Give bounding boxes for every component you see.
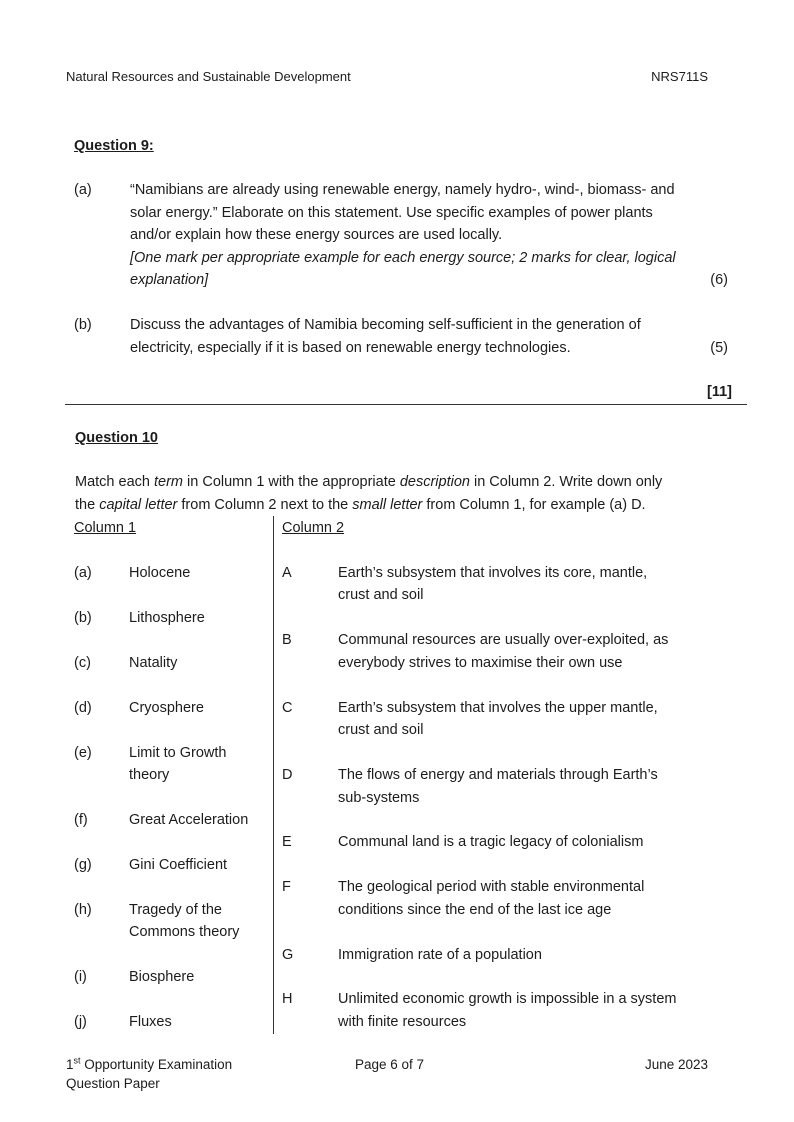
term-biosphere: Biosphere	[129, 969, 195, 985]
term-letter-f: (f)	[74, 812, 88, 828]
desc-letter-a: A	[282, 565, 292, 581]
term-letter-i: (i)	[74, 969, 87, 985]
q9a-line-3: and/or explain how these energy sources are used locally.	[130, 227, 503, 243]
desc-b-line-2: everybody strives to maximise their own use	[338, 655, 623, 671]
q10-instructions-line-2: the capital letter from Column 2 next to the small letter from Column 1, for example (a) D.	[75, 497, 646, 513]
q9b-marks: (5)	[710, 340, 728, 356]
term-natality: Natality	[129, 655, 178, 671]
desc-b-line-1: Communal resources are usually over-exploited, as	[338, 632, 669, 648]
desc-f-line-1: The geological period with stable environmental	[338, 879, 645, 895]
column-2-header: Column 2	[282, 520, 345, 536]
desc-c-line-1: Earth’s subsystem that involves the upper mantle,	[338, 700, 658, 716]
term-letter-b: (b)	[74, 610, 92, 626]
column-divider	[273, 516, 274, 1034]
q9b-line-1: Discuss the advantages of Namibia becoming self-sufficient in the generation of	[130, 317, 641, 333]
q9a-marks: (6)	[710, 272, 728, 288]
desc-h-line-1: Unlimited economic growth is impossible in a system	[338, 991, 677, 1007]
term-letter-c: (c)	[74, 655, 91, 671]
section-divider	[65, 404, 747, 405]
desc-c-line-2: crust and soil	[338, 722, 424, 738]
desc-g-line-1: Immigration rate of a population	[338, 947, 542, 963]
desc-letter-e: E	[282, 834, 292, 850]
desc-f-line-2: conditions since the end of the last ice age	[338, 902, 612, 918]
desc-d-line-1: The flows of energy and materials through Earth’s	[338, 767, 658, 783]
desc-letter-d: D	[282, 767, 293, 783]
desc-letter-f: F	[282, 879, 291, 895]
q9-total: [11]	[707, 384, 732, 400]
question-10-title: Question 10	[75, 430, 158, 446]
term-cryosphere: Cryosphere	[129, 700, 204, 716]
term-limit-to-growth-line-1: Limit to Growth	[129, 745, 227, 761]
term-letter-e: (e)	[74, 745, 92, 761]
term-letter-j: (j)	[74, 1014, 87, 1030]
footer-date: June 2023	[644, 1057, 708, 1072]
desc-letter-b: B	[282, 632, 292, 648]
column-1-header: Column 1	[74, 520, 137, 536]
q9b-letter: (b)	[74, 317, 92, 333]
term-lithosphere: Lithosphere	[129, 610, 205, 626]
desc-a-line-2: crust and soil	[338, 587, 424, 603]
q9a-note-1: [One mark per appropriate example for each energy source; 2 marks for clear, logical	[130, 250, 676, 266]
course-title: Natural Resources and Sustainable Development	[66, 69, 351, 84]
desc-letter-g: G	[282, 947, 294, 963]
desc-e-line-1: Communal land is a tragic legacy of colonialism	[338, 834, 644, 850]
term-letter-a: (a)	[74, 565, 92, 581]
term-gini-coefficient: Gini Coefficient	[129, 857, 228, 873]
term-great-acceleration: Great Acceleration	[129, 812, 249, 828]
term-letter-g: (g)	[74, 857, 92, 873]
q9a-line-2: solar energy.” Elaborate on this statement. Use specific examples of power plants	[130, 205, 653, 221]
desc-h-line-2: with finite resources	[338, 1014, 467, 1030]
footer-exam-type: 1st Opportunity Examination Question Paper	[66, 1055, 233, 1091]
q10-instructions-line-1: Match each term in Column 1 with the appropriate description in Column 2. Write down only	[75, 474, 663, 490]
q9a-note-2: explanation]	[130, 272, 209, 288]
footer-page-number: Page 6 of 7	[355, 1057, 425, 1072]
term-letter-d: (d)	[74, 700, 92, 716]
term-tragedy-line-1: Tragedy of the	[129, 902, 222, 918]
term-limit-to-growth-line-2: theory	[129, 767, 170, 783]
term-fluxes: Fluxes	[129, 1014, 172, 1030]
desc-letter-c: C	[282, 700, 293, 716]
q9b-line-2: electricity, especially if it is based on renewable energy technologies.	[130, 340, 571, 356]
term-letter-h: (h)	[74, 902, 92, 918]
desc-a-line-1: Earth’s subsystem that involves its core, mantle,	[338, 565, 648, 581]
term-holocene: Holocene	[129, 565, 191, 581]
question-9-title: Question 9:	[74, 138, 154, 154]
desc-letter-h: H	[282, 991, 293, 1007]
q9a-letter: (a)	[74, 182, 92, 198]
q9a-line-1: “Namibians are already using renewable energy, namely hydro-, wind-, biomass- and	[130, 182, 675, 198]
term-tragedy-line-2: Commons theory	[129, 924, 240, 940]
desc-d-line-2: sub-systems	[338, 790, 420, 806]
course-code: NRS711S	[651, 69, 708, 84]
